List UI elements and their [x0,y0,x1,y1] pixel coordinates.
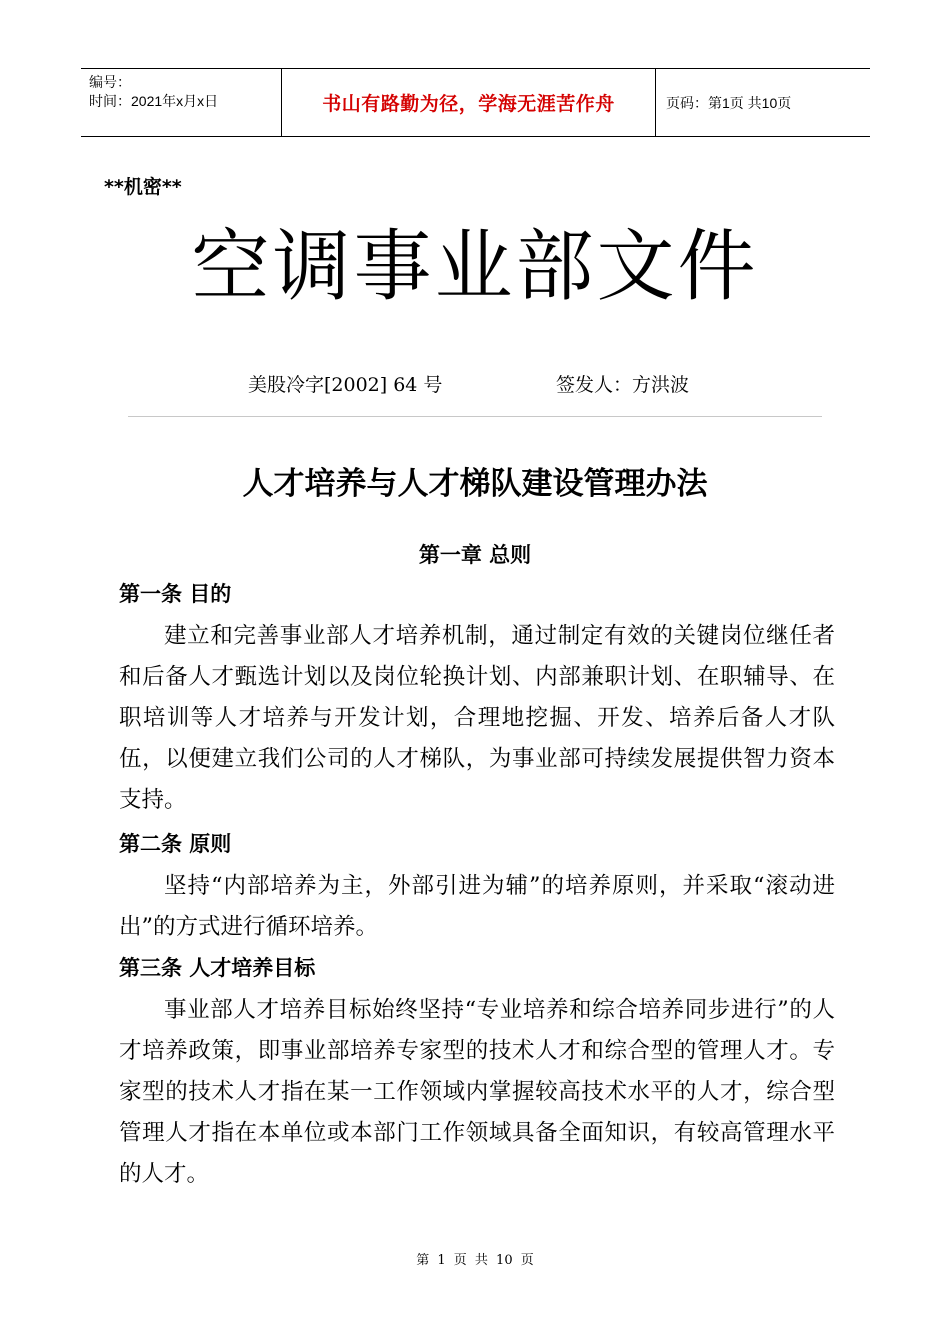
time-label: 时间：2021年x月x日 [89,93,219,109]
article-heading: 第一条 目的 [119,582,232,606]
header-table [81,68,870,137]
page-footer: 第 1 页 共 10 页 [416,1253,534,1268]
subtitle: 人才培养与人才梯队建设管理办法 [242,466,708,502]
confidential-mark: **机密** [104,176,182,198]
doc-title: 空调事业部文件 [191,222,759,312]
header-page-info: 页码：第1页 共10页 [666,94,792,111]
signer: 签发人：方洪波 [556,374,690,396]
article-text: 建立和完善事业部人才培养机制，通过制定有效的关键岗位继任者和后备人才甄选计划以及岗位轮换计划、内部兼职计划、在职辅导、在职培训等人才培养与开发计划，合理地挖掘、开发、培养后备人才队伍，以便建立我们公司的人才梯队，为事业部可持续发展提供智力资本支持。 [119,623,835,813]
header-meta [81,69,282,136]
doc-number: 美股冷字[2002] 64 号 [248,374,443,396]
chapter-heading: 第一章 总则 [418,543,532,567]
serial-label: 编号： [89,74,131,90]
divider [128,416,822,417]
article-heading: 第三条 人才培养目标 [119,956,316,980]
article-text: 事业部人才培养目标始终坚持“专业培养和综合培养同步进行”的人才培养政策，即事业部培养专家型的技术人才和综合型的管理人才。专家型的技术人才指在某一工作领域内掌握较高技术水平的人才，综合型管理人才指在本单位或本部门工作领域具备全面知识，有较高管理水平的人才。 [119,997,835,1187]
header-motto: 书山有路勤为径，学海无涯苦作舟 [282,69,656,136]
article-text: 坚持“内部培养为主，外部引进为辅”的培养原则，并采取“滚动进出”的方式进行循环培养。 [119,873,835,940]
article-heading: 第二条 原则 [119,832,232,856]
